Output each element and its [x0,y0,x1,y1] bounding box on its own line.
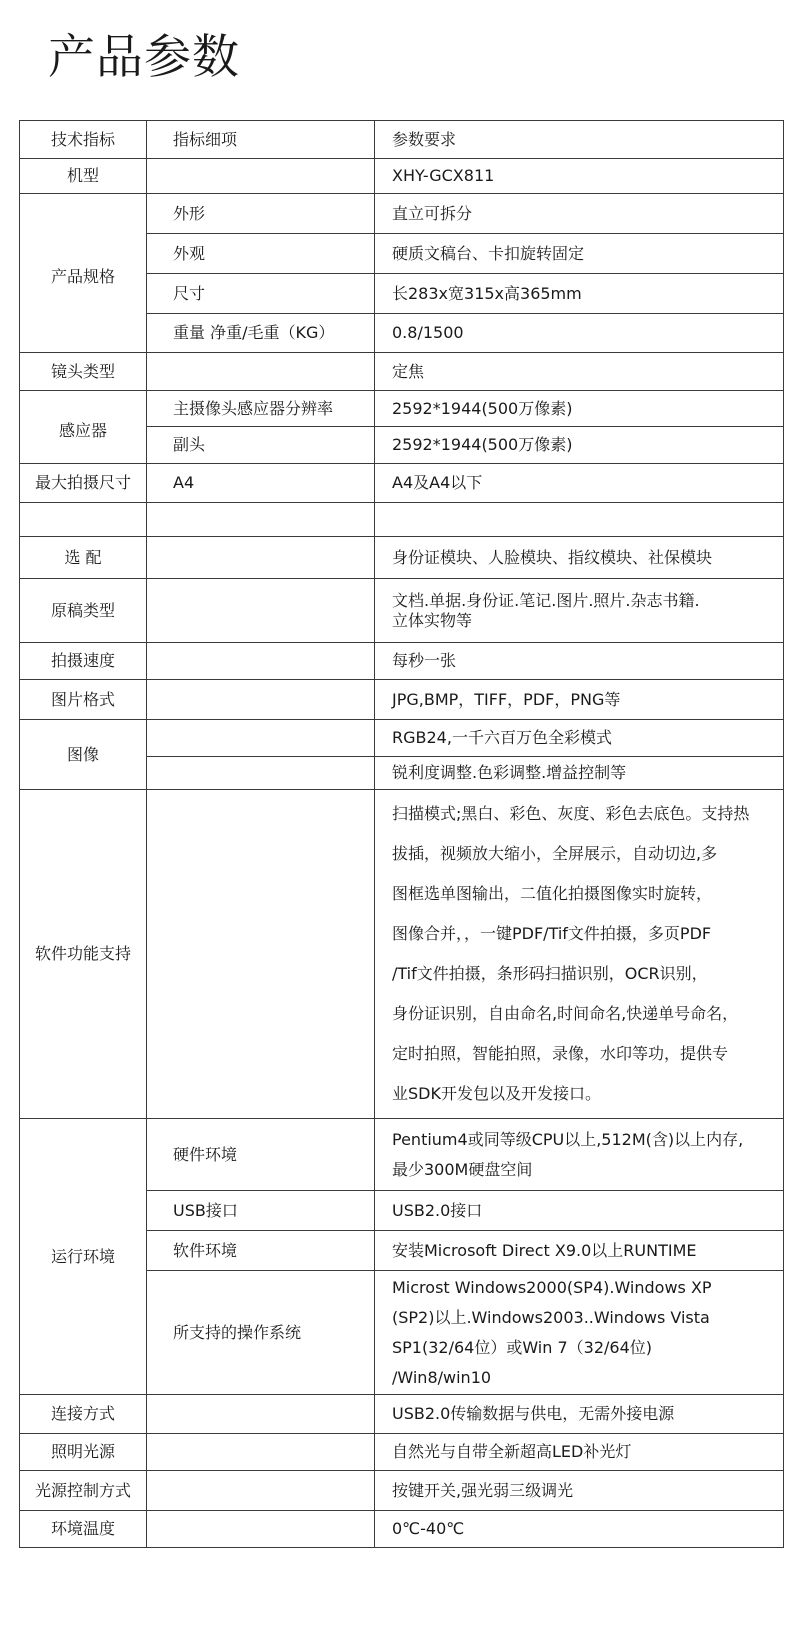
row-label: 拍摄速度 [20,643,147,680]
table-row [20,790,784,1119]
table-row [20,680,784,720]
row-item: 尺寸 [147,274,375,314]
table-row [20,353,784,391]
row-value: RGB24,一千六百万色全彩模式 [375,720,784,757]
row-value [375,1119,784,1191]
row-item [147,353,375,391]
row-item [147,1511,375,1548]
row-item: 副头 [147,427,375,464]
row-item: 所支持的操作系统 [147,1271,375,1395]
value-line: Microst Windows2000(SP4).Windows XP [392,1277,712,1297]
value-line: 定时拍照，智能拍照，录像，水印等功，提供专 [392,1044,729,1063]
row-value: 0.8/1500 [375,314,784,353]
value-line: 图像合并，，一键PDF/Tif文件拍摄，多页PDF [392,924,712,943]
row-label: 光源控制方式 [20,1471,147,1511]
value-line: /Tif文件拍摄，条形码扫描识别，OCR识别， [392,964,708,983]
row-label: 运行环境 [20,1119,147,1395]
table-row [20,1511,784,1548]
table-row [20,643,784,680]
value-line: 身份证识别，自由命名,时间命名,快递单号命名， [392,1004,739,1023]
value-line: SP1(32/64位）或Win 7（32/64位) [392,1337,653,1357]
row-label: 机型 [20,159,147,194]
value-line: 文档.单据.身份证.笔记.图片.照片.杂志书籍. [392,590,700,610]
row-value: 身份证模块、人脸模块、指纹模块、社保模块 [375,537,784,579]
row-label: 照明光源 [20,1434,147,1471]
row-value: USB2.0接口 [375,1191,784,1231]
table-row [20,159,784,194]
empty-cell [20,503,147,537]
row-value: 0℃-40℃ [375,1511,784,1548]
row-item [147,579,375,643]
row-item [147,537,375,579]
row-item [147,680,375,720]
table-row [20,1471,784,1511]
table-row [20,720,784,757]
row-value: 直立可拆分 [375,194,784,234]
row-value: 定焦 [375,353,784,391]
table-row [20,121,784,159]
table-row [20,1434,784,1471]
row-item: 硬件环境 [147,1119,375,1191]
row-value [375,579,784,643]
table-row [20,391,784,427]
header-cell: 参数要求 [375,121,784,159]
row-item [147,790,375,1119]
table-row [20,1395,784,1434]
row-value: 2592*1944(500万像素) [375,427,784,464]
row-item [147,757,375,790]
row-value: 长283x宽315x高365mm [375,274,784,314]
value-line: 扫描模式;黑白、彩色、灰度、彩色去底色。支持热 [392,804,750,823]
table-row [20,537,784,579]
row-item [147,643,375,680]
header-cell: 指标细项 [147,121,375,159]
row-item: 外观 [147,234,375,274]
row-label: 最大拍摄尺寸 [20,464,147,503]
row-value [375,1271,784,1395]
row-label: 连接方式 [20,1395,147,1434]
row-value: 锐利度调整.色彩调整.增益控制等 [375,757,784,790]
value-line: /Win8/win10 [392,1367,492,1387]
empty-cell [375,503,784,537]
row-label: 图片格式 [20,680,147,720]
row-item [147,1395,375,1434]
row-item: 软件环境 [147,1231,375,1271]
row-value: 每秒一张 [375,643,784,680]
value-line: Pentium4或同等级CPU以上,512M(含)以上内存, [392,1129,744,1149]
row-value: 自然光与自带全新超高LED补光灯 [375,1434,784,1471]
row-item: 主摄像头感应器分辨率 [147,391,375,427]
table-row [20,503,784,537]
table-row [20,579,784,643]
row-value: 2592*1944(500万像素) [375,391,784,427]
row-item: A4 [147,464,375,503]
empty-cell [147,503,375,537]
row-item [147,159,375,194]
page-title: 产品参数 [48,30,240,85]
value-line: 图框选单图输出，二值化拍摄图像实时旋转， [392,884,713,903]
row-value: JPG,BMP，TIFF，PDF，PNG等 [375,680,784,720]
row-value: 硬质文稿台、卡扣旋转固定 [375,234,784,274]
row-label: 产品规格 [20,194,147,353]
table-row [20,1119,784,1191]
value-line: 业SDK开发包以及开发接口。 [392,1084,601,1103]
row-value: 安装Microsoft Direct X9.0以上RUNTIME [375,1231,784,1271]
row-item: 重量 净重/毛重（KG） [147,314,375,353]
row-item [147,1434,375,1471]
row-item [147,720,375,757]
value-line: (SP2)以上.Windows2003..Windows Vista [392,1307,710,1327]
row-item: 外形 [147,194,375,234]
table-row [20,464,784,503]
row-label: 镜头类型 [20,353,147,391]
row-label: 软件功能支持 [20,790,147,1119]
row-value [375,790,784,1119]
row-label: 环境温度 [20,1511,147,1548]
value-line: 立体实物等 [392,610,473,630]
row-value: 按键开关,强光弱三级调光 [375,1471,784,1511]
row-item [147,1471,375,1511]
row-label: 选 配 [20,537,147,579]
value-line: 最少300M硬盘空间 [392,1159,533,1179]
row-label: 感应器 [20,391,147,464]
row-label: 原稿类型 [20,579,147,643]
row-item: USB接口 [147,1191,375,1231]
table-row [20,194,784,234]
row-value: XHY-GCX811 [375,159,784,194]
row-value: A4及A4以下 [375,464,784,503]
spec-table [19,120,784,1548]
value-line: 拔插，视频放大缩小，全屏展示，自动切边,多 [392,844,718,863]
row-label: 图像 [20,720,147,790]
header-cell: 技术指标 [20,121,147,159]
row-value: USB2.0传输数据与供电，无需外接电源 [375,1395,784,1434]
